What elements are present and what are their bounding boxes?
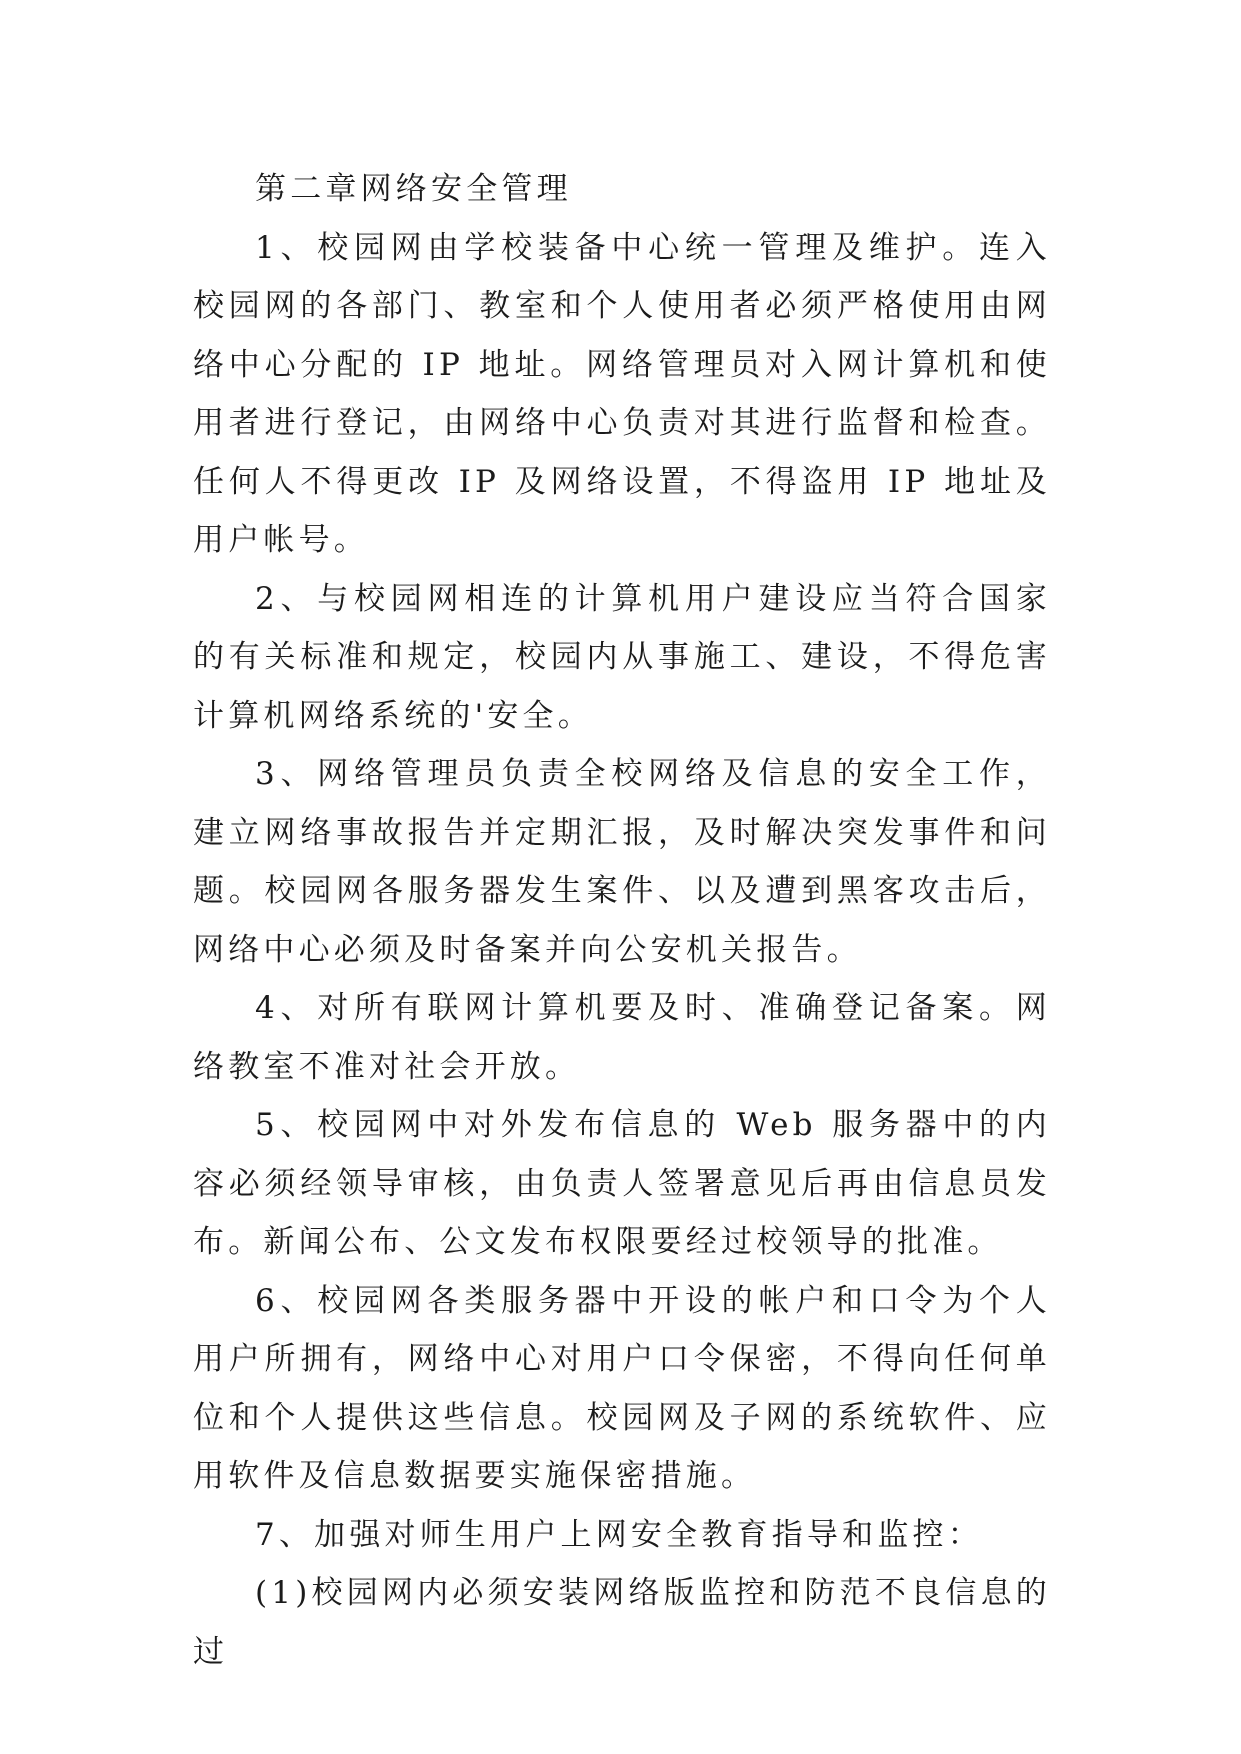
chapter-title: 第二章网络安全管理 xyxy=(255,171,572,207)
paragraph-1: 1、校园网由学校装备中心统一管理及维护。连入校园网的各部门、教室和个人使用者必须严格使用由网络中心分配的 IP 地址。网络管理员对入网计算机和使用者进行登记，由网络中心负责对其进行监督和检查。任何人不得更改 IP 及网络设置，不得盗用 IP 地址及用户帐号。 xyxy=(193,229,1051,558)
paragraph-5: 5、校园网中对外发布信息的 Web 服务器中的内容必须经领导审核，由负责人签署意见后再由信息员发布。新闻公布、公文发布权限要经过校领导的批准。 xyxy=(193,1107,1051,1260)
paragraph-2: 2、与校园网相连的计算机用户建设应当符合国家的有关标准和规定，校园内从事施工、建设，不得危害计算机网络系统的'安全。 xyxy=(193,580,1051,734)
paragraph-4: 4、对所有联网计算机要及时、准确登记备案。网络教室不准对社会开放。 xyxy=(193,990,1051,1085)
paragraph-7-item-1: (1)校园网内必须安装网络版监控和防范不良信息的过 xyxy=(193,1575,1051,1670)
paragraph-6: 6、校园网各类服务器中开设的帐户和口令为个人用户所拥有，网络中心对用户口令保密，不得向任何单位和个人提供这些信息。校园网及子网的系统软件、应用软件及信息数据要实施保密措施。 xyxy=(193,1282,1051,1494)
document-body xyxy=(193,160,1051,1681)
paragraph-7: 7、加强对师生用户上网安全教育指导和监控： xyxy=(255,1516,983,1553)
paragraph-3: 3、网络管理员负责全校网络及信息的安全工作，建立网络事故报告并定期汇报，及时解决突发事件和问题。校园网各服务器发生案件、以及遭到黑客攻击后，网络中心必须及时备案并向公安机关报告。 xyxy=(193,756,1051,968)
